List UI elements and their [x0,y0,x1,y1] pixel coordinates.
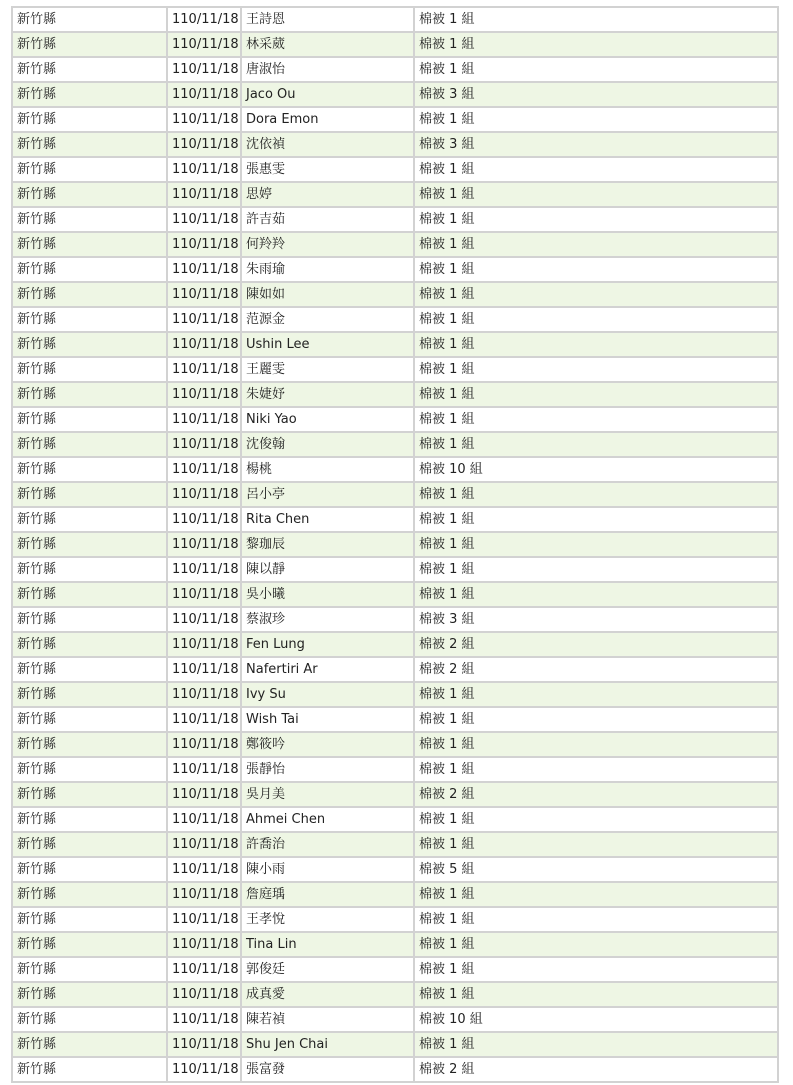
table-row [12,507,778,532]
donor-name-cell: 沈俊翰 [241,432,414,457]
date-cell: 110/11/18 [167,182,241,207]
donation-item-cell: 棉被 1 組 [414,357,778,382]
donation-item-cell: 棉被 1 組 [414,182,778,207]
donor-name-cell: 詹庭瑀 [241,882,414,907]
donation-item-cell: 棉被 1 組 [414,532,778,557]
donor-name-cell: 何羚羚 [241,232,414,257]
county-cell: 新竹縣 [12,357,167,382]
date-cell: 110/11/18 [167,582,241,607]
donation-item-cell: 棉被 1 組 [414,432,778,457]
county-cell: 新竹縣 [12,907,167,932]
table-row [12,682,778,707]
donor-name-cell: 張靜怡 [241,757,414,782]
donor-name-cell: Ahmei Chen [241,807,414,832]
table-row [12,857,778,882]
date-cell: 110/11/18 [167,257,241,282]
donor-name-cell: 林采葳 [241,32,414,57]
donation-item-cell: 棉被 1 組 [414,832,778,857]
donation-item-cell: 棉被 1 組 [414,57,778,82]
date-cell: 110/11/18 [167,832,241,857]
table-row [12,882,778,907]
date-cell: 110/11/18 [167,32,241,57]
county-cell: 新竹縣 [12,1032,167,1057]
date-cell: 110/11/18 [167,807,241,832]
donation-item-cell: 棉被 10 組 [414,457,778,482]
donor-name-cell: Dora Emon [241,107,414,132]
date-cell: 110/11/18 [167,757,241,782]
donor-name-cell: 許吉茹 [241,207,414,232]
table-row [12,407,778,432]
table-row [12,1057,778,1082]
date-cell: 110/11/18 [167,632,241,657]
donation-item-cell: 棉被 1 組 [414,407,778,432]
donor-name-cell: 范源金 [241,307,414,332]
county-cell: 新竹縣 [12,982,167,1007]
donation-item-cell: 棉被 1 組 [414,107,778,132]
donor-name-cell: Fen Lung [241,632,414,657]
table-row [12,157,778,182]
donor-name-cell: 陳如如 [241,282,414,307]
donor-name-cell: Jaco Ou [241,82,414,107]
county-cell: 新竹縣 [12,532,167,557]
donor-name-cell: 張惠雯 [241,157,414,182]
table-row [12,182,778,207]
date-cell: 110/11/18 [167,882,241,907]
donation-item-cell: 棉被 1 組 [414,507,778,532]
county-cell: 新竹縣 [12,32,167,57]
donation-item-cell: 棉被 3 組 [414,82,778,107]
date-cell: 110/11/18 [167,332,241,357]
date-cell: 110/11/18 [167,382,241,407]
county-cell: 新竹縣 [12,832,167,857]
date-cell: 110/11/18 [167,732,241,757]
donor-name-cell: Tina Lin [241,932,414,957]
table-row [12,807,778,832]
table-row [12,832,778,857]
county-cell: 新竹縣 [12,607,167,632]
county-cell: 新竹縣 [12,732,167,757]
table-row [12,557,778,582]
donor-name-cell: Rita Chen [241,507,414,532]
county-cell: 新竹縣 [12,107,167,132]
table-row [12,632,778,657]
donation-item-cell: 棉被 1 組 [414,207,778,232]
table-row [12,282,778,307]
table-row [12,757,778,782]
table-row [12,482,778,507]
table-row [12,357,778,382]
county-cell: 新竹縣 [12,207,167,232]
table-row [12,657,778,682]
donation-item-cell: 棉被 1 組 [414,232,778,257]
date-cell: 110/11/18 [167,432,241,457]
county-cell: 新竹縣 [12,7,167,32]
donor-name-cell: 郭俊廷 [241,957,414,982]
donation-item-cell: 棉被 2 組 [414,632,778,657]
date-cell: 110/11/18 [167,1007,241,1032]
county-cell: 新竹縣 [12,157,167,182]
date-cell: 110/11/18 [167,157,241,182]
donation-item-cell: 棉被 1 組 [414,807,778,832]
county-cell: 新竹縣 [12,657,167,682]
donor-name-cell: 張富發 [241,1057,414,1082]
date-cell: 110/11/18 [167,932,241,957]
donation-item-cell: 棉被 1 組 [414,682,778,707]
donation-item-cell: 棉被 1 組 [414,982,778,1007]
donor-name-cell: 朱雨瑜 [241,257,414,282]
table-row [12,207,778,232]
county-cell: 新竹縣 [12,82,167,107]
county-cell: 新竹縣 [12,807,167,832]
county-cell: 新竹縣 [12,757,167,782]
county-cell: 新竹縣 [12,682,167,707]
county-cell: 新竹縣 [12,307,167,332]
donor-name-cell: 陳小雨 [241,857,414,882]
date-cell: 110/11/18 [167,482,241,507]
table-row [12,957,778,982]
table-row [12,7,778,32]
date-cell: 110/11/18 [167,282,241,307]
donor-name-cell: Ushin Lee [241,332,414,357]
donor-name-cell: 成真愛 [241,982,414,1007]
table-row [12,1007,778,1032]
county-cell: 新竹縣 [12,257,167,282]
donor-name-cell: 呂小亭 [241,482,414,507]
table-row [12,57,778,82]
table-row [12,382,778,407]
table-row [12,1032,778,1057]
donation-item-cell: 棉被 1 組 [414,732,778,757]
county-cell: 新竹縣 [12,382,167,407]
table-row [12,782,778,807]
donation-item-cell: 棉被 2 組 [414,782,778,807]
county-cell: 新竹縣 [12,707,167,732]
date-cell: 110/11/18 [167,607,241,632]
donation-item-cell: 棉被 1 組 [414,32,778,57]
date-cell: 110/11/18 [167,707,241,732]
donation-item-cell: 棉被 1 組 [414,7,778,32]
table-row [12,32,778,57]
table-row [12,932,778,957]
donation-item-cell: 棉被 1 組 [414,932,778,957]
county-cell: 新竹縣 [12,1007,167,1032]
date-cell: 110/11/18 [167,657,241,682]
donation-item-cell: 棉被 1 組 [414,382,778,407]
donation-item-cell: 棉被 2 組 [414,657,778,682]
donor-name-cell: Ivy Su [241,682,414,707]
table-row [12,257,778,282]
donor-name-cell: Nafertiri Ar [241,657,414,682]
date-cell: 110/11/18 [167,682,241,707]
date-cell: 110/11/18 [167,1032,241,1057]
table-row [12,607,778,632]
donation-item-cell: 棉被 1 組 [414,482,778,507]
date-cell: 110/11/18 [167,82,241,107]
county-cell: 新竹縣 [12,57,167,82]
donation-item-cell: 棉被 1 組 [414,307,778,332]
date-cell: 110/11/18 [167,232,241,257]
date-cell: 110/11/18 [167,132,241,157]
date-cell: 110/11/18 [167,57,241,82]
donor-name-cell: 朱婕妤 [241,382,414,407]
donor-name-cell: 鄭筱吟 [241,732,414,757]
date-cell: 110/11/18 [167,857,241,882]
donation-item-cell: 棉被 1 組 [414,757,778,782]
donation-item-cell: 棉被 1 組 [414,257,778,282]
date-cell: 110/11/18 [167,1057,241,1082]
table-row [12,732,778,757]
date-cell: 110/11/18 [167,107,241,132]
table-row [12,432,778,457]
donation-item-cell: 棉被 3 組 [414,132,778,157]
county-cell: 新竹縣 [12,857,167,882]
table-row [12,582,778,607]
donation-item-cell: 棉被 1 組 [414,707,778,732]
county-cell: 新竹縣 [12,332,167,357]
donation-table-body [12,7,778,1082]
date-cell: 110/11/18 [167,782,241,807]
table-row [12,307,778,332]
donation-item-cell: 棉被 1 組 [414,282,778,307]
donor-name-cell: Shu Jen Chai [241,1032,414,1057]
county-cell: 新竹縣 [12,582,167,607]
donor-name-cell: 楊桃 [241,457,414,482]
date-cell: 110/11/18 [167,207,241,232]
donation-item-cell: 棉被 1 組 [414,882,778,907]
county-cell: 新竹縣 [12,1057,167,1082]
donor-name-cell: 唐淑怡 [241,57,414,82]
date-cell: 110/11/18 [167,557,241,582]
date-cell: 110/11/18 [167,907,241,932]
donor-name-cell: 王麗雯 [241,357,414,382]
donor-name-cell: 蔡淑珍 [241,607,414,632]
donation-item-cell: 棉被 3 組 [414,607,778,632]
donor-name-cell: 吳月美 [241,782,414,807]
date-cell: 110/11/18 [167,307,241,332]
donor-name-cell: 許喬治 [241,832,414,857]
date-cell: 110/11/18 [167,357,241,382]
donor-name-cell: 思婷 [241,182,414,207]
donation-item-cell: 棉被 1 組 [414,1032,778,1057]
donor-name-cell: 吳小曦 [241,582,414,607]
table-row [12,707,778,732]
date-cell: 110/11/18 [167,957,241,982]
county-cell: 新竹縣 [12,407,167,432]
donation-item-cell: 棉被 10 組 [414,1007,778,1032]
table-row [12,457,778,482]
county-cell: 新竹縣 [12,482,167,507]
table-row [12,982,778,1007]
table-row [12,107,778,132]
county-cell: 新竹縣 [12,957,167,982]
donation-item-cell: 棉被 5 組 [414,857,778,882]
donor-name-cell: Wish Tai [241,707,414,732]
donation-item-cell: 棉被 2 組 [414,1057,778,1082]
county-cell: 新竹縣 [12,457,167,482]
date-cell: 110/11/18 [167,982,241,1007]
county-cell: 新竹縣 [12,782,167,807]
table-row [12,232,778,257]
table-row [12,532,778,557]
table-row [12,132,778,157]
donation-table-container [11,6,777,1083]
donation-table [11,6,779,1083]
donor-name-cell: 陳以靜 [241,557,414,582]
table-row [12,332,778,357]
donor-name-cell: 王孝悅 [241,907,414,932]
date-cell: 110/11/18 [167,532,241,557]
county-cell: 新竹縣 [12,132,167,157]
county-cell: 新竹縣 [12,557,167,582]
donation-item-cell: 棉被 1 組 [414,582,778,607]
county-cell: 新竹縣 [12,282,167,307]
county-cell: 新竹縣 [12,232,167,257]
donor-name-cell: 黎珈辰 [241,532,414,557]
date-cell: 110/11/18 [167,407,241,432]
donor-name-cell: 陳若禎 [241,1007,414,1032]
date-cell: 110/11/18 [167,507,241,532]
county-cell: 新竹縣 [12,507,167,532]
donation-item-cell: 棉被 1 組 [414,907,778,932]
county-cell: 新竹縣 [12,182,167,207]
donation-item-cell: 棉被 1 組 [414,557,778,582]
county-cell: 新竹縣 [12,632,167,657]
table-row [12,82,778,107]
donor-name-cell: 王詩恩 [241,7,414,32]
donation-item-cell: 棉被 1 組 [414,157,778,182]
county-cell: 新竹縣 [12,932,167,957]
date-cell: 110/11/18 [167,7,241,32]
donation-item-cell: 棉被 1 組 [414,957,778,982]
donor-name-cell: 沈依禎 [241,132,414,157]
donation-item-cell: 棉被 1 組 [414,332,778,357]
table-row [12,907,778,932]
county-cell: 新竹縣 [12,882,167,907]
donor-name-cell: Niki Yao [241,407,414,432]
date-cell: 110/11/18 [167,457,241,482]
county-cell: 新竹縣 [12,432,167,457]
